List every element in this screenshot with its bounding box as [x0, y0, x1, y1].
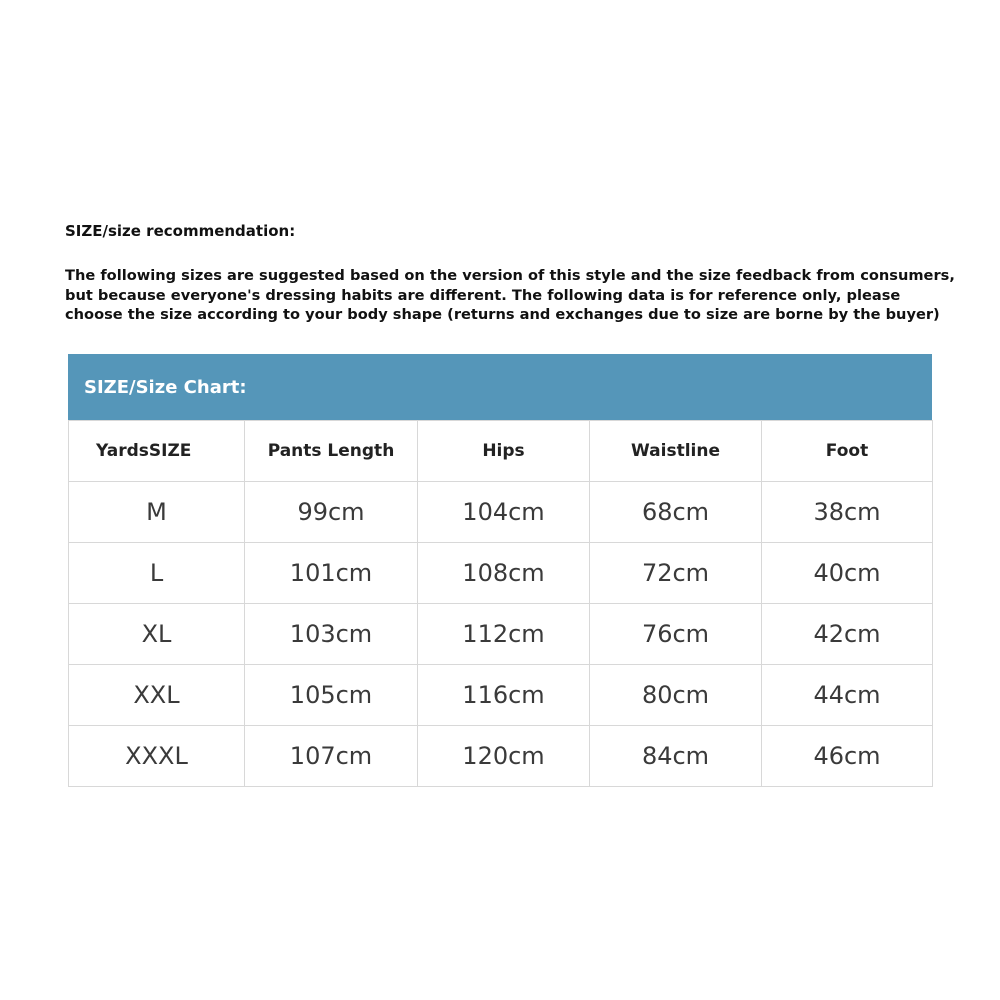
column-header-size: YardsSIZE [69, 421, 245, 482]
pants-length-cell: 105cm [245, 665, 418, 726]
note-line: choose the size according to your body shape (returns and exchanges due to size are borne by the buyer) [65, 306, 940, 323]
note-line: but because everyone's dressing habits are different. The following data is for reference only, please [65, 286, 901, 304]
size-chart-title: SIZE/Size Chart: [84, 376, 247, 398]
size-table [68, 420, 933, 787]
hips-cell: 112cm [418, 604, 590, 665]
waistline-cell: 68cm [590, 482, 762, 543]
pants-length-cell: 103cm [245, 604, 418, 665]
hips-cell: 104cm [418, 482, 590, 543]
pants-length-cell: 99cm [245, 482, 418, 543]
table-row [69, 543, 933, 604]
pants-length-cell: 107cm [245, 726, 418, 787]
waistline-cell: 80cm [590, 665, 762, 726]
size-recommendation-heading: SIZE/size recommendation: [65, 222, 296, 240]
size-cell: L [69, 543, 245, 604]
foot-cell: 46cm [762, 726, 933, 787]
foot-cell: 44cm [762, 665, 933, 726]
foot-cell: 38cm [762, 482, 933, 543]
column-header-hips: Hips [418, 421, 590, 482]
waistline-cell: 72cm [590, 543, 762, 604]
column-header-waistline: Waistline [590, 421, 762, 482]
foot-cell: 42cm [762, 604, 933, 665]
hips-cell: 116cm [418, 665, 590, 726]
column-header-pants-length: Pants Length [245, 421, 418, 482]
table-row [69, 726, 933, 787]
size-recommendation-note [65, 266, 955, 325]
size-cell: XXL [69, 665, 245, 726]
hips-cell: 120cm [418, 726, 590, 787]
size-chart [68, 354, 932, 787]
table-header-row [69, 421, 933, 482]
table-row [69, 665, 933, 726]
size-chart-title-bar [68, 354, 932, 420]
table-row [69, 482, 933, 543]
hips-cell: 108cm [418, 543, 590, 604]
note-line: The following sizes are suggested based on the version of this style and the size feedback from consumers, [65, 267, 955, 284]
foot-cell: 40cm [762, 543, 933, 604]
size-cell: XL [69, 604, 245, 665]
column-header-foot: Foot [762, 421, 933, 482]
pants-length-cell: 101cm [245, 543, 418, 604]
waistline-cell: 76cm [590, 604, 762, 665]
size-cell: XXXL [69, 726, 245, 787]
size-cell: M [69, 482, 245, 543]
table-row [69, 604, 933, 665]
waistline-cell: 84cm [590, 726, 762, 787]
